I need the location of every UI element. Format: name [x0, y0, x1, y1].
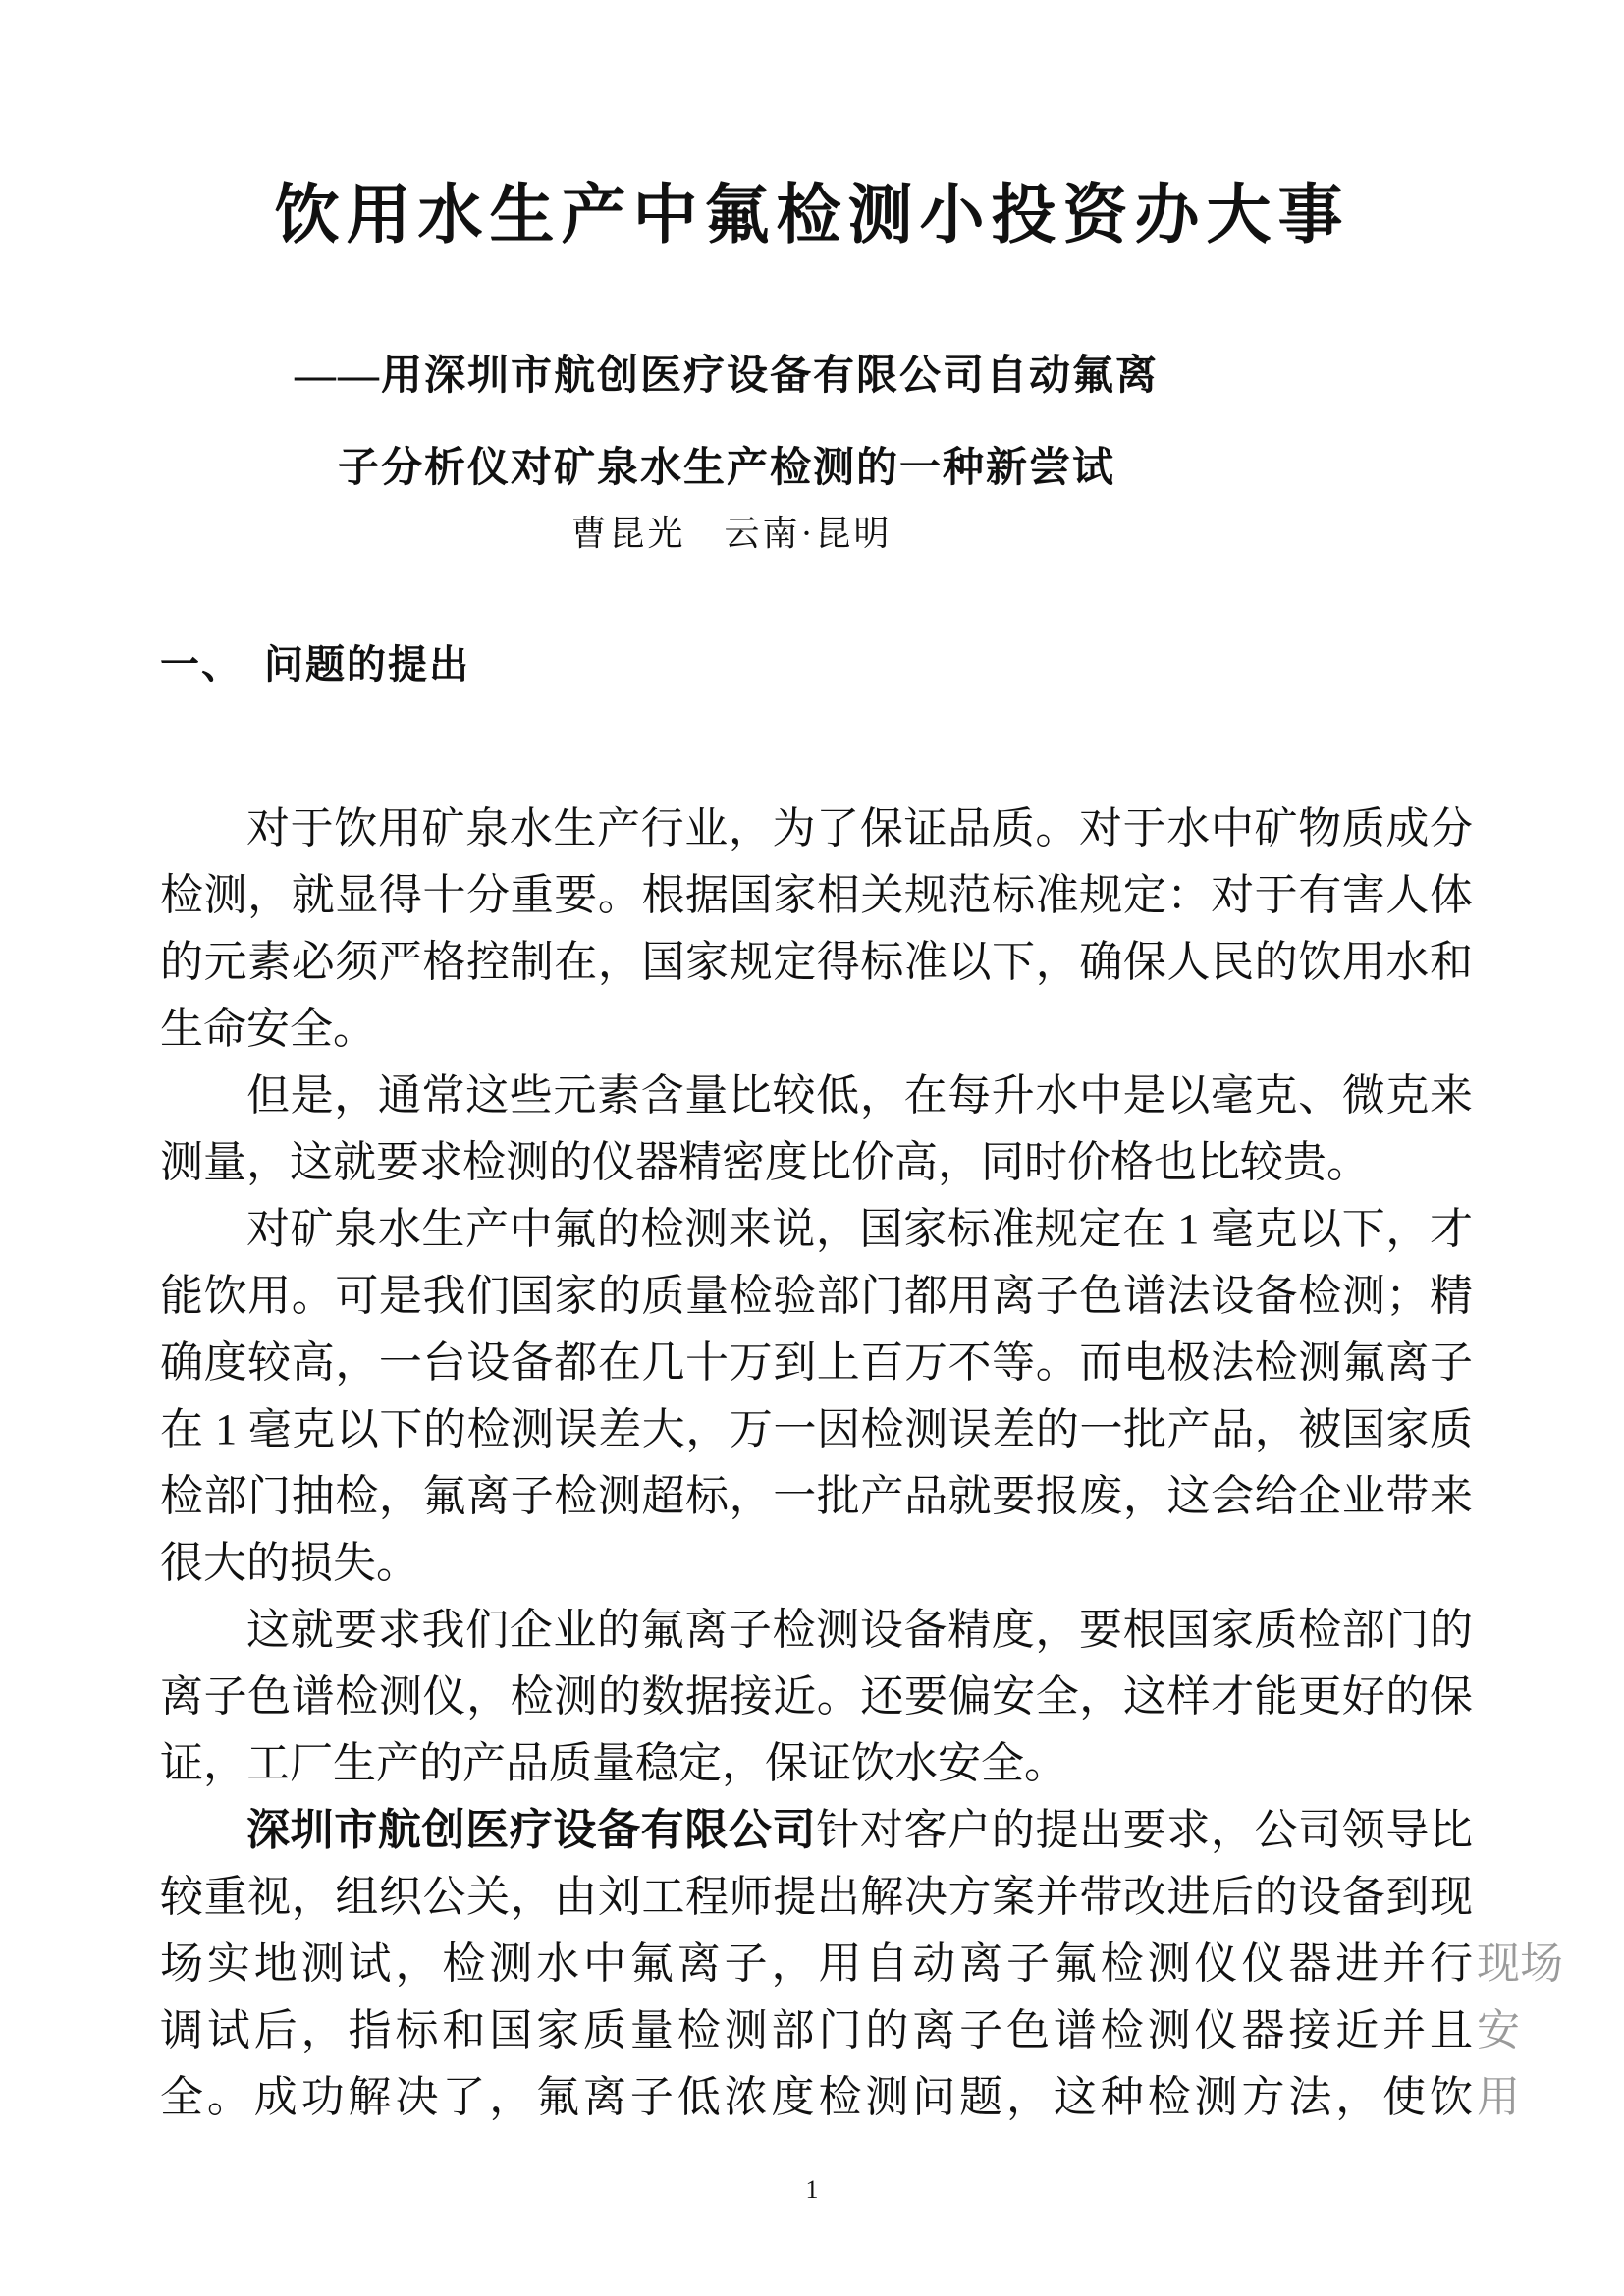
text-segment: 对于饮用矿泉水生产行业，为了保证品质。对于水中矿物质成分: [246, 804, 1473, 852]
section-heading: 一、 问题的提出: [160, 642, 470, 686]
text-segment: 能饮用。可是我们国家的质量检验部门都用离子色谱法设备检测；精: [160, 1272, 1473, 1320]
body-line: [160, 1530, 1473, 1597]
body-line: [160, 996, 1473, 1063]
paragraph: [160, 1196, 1473, 1597]
text-segment: 全。成功解决了，氟离子低浓度检测问题，这种检测方法，使饮: [160, 2073, 1473, 2121]
clipped-text-fragment: 用: [1477, 2073, 1520, 2121]
body-line: [160, 1864, 1473, 1931]
text-segment: 在 1 毫克以下的检测误差大，万一因检测误差的一批产品，被国家质: [160, 1405, 1473, 1453]
text-segment: 场实地测试，检测水中氟离子，用自动离子氟检测仪仪器进并行: [160, 1940, 1473, 1988]
body-line: [160, 795, 1473, 862]
subtitle-line-2: 子分析仪对矿泉水生产检测的一种新尝试: [337, 446, 1115, 491]
text-segment: 但是，通常这些元素含量比较低，在每升水中是以毫克、微克来: [246, 1071, 1473, 1120]
body-line: [160, 2064, 1520, 2131]
body-line: [160, 1463, 1473, 1530]
author-line: 曹昆光 云南·昆明: [570, 514, 893, 553]
paragraph: [160, 1063, 1473, 1196]
document-subtitle: [0, 330, 1453, 515]
body-line: [160, 1797, 1473, 1864]
text-segment: 这就要求我们企业的氟离子检测设备精度，要根国家质检部门的: [246, 1606, 1473, 1654]
text-segment: 确度较高，一台设备都在几十万到上百万不等。而电极法检测氟离子: [160, 1339, 1473, 1387]
text-segment: 对矿泉水生产中氟的检测来说，国家标准规定在 1 毫克以下，才: [246, 1205, 1473, 1253]
body-line: [160, 1263, 1473, 1330]
body-line: [160, 929, 1473, 996]
body-line: [160, 1997, 1520, 2064]
body-line: [160, 1396, 1473, 1463]
text-segment: 的元素必须严格控制在，国家规定得标准以下，确保人民的饮用水和: [160, 938, 1473, 986]
text-segment: 检部门抽检，氟离子检测超标，一批产品就要报废，这会给企业带来: [160, 1472, 1473, 1520]
body-line: [160, 1664, 1473, 1730]
paragraph: [160, 795, 1473, 1063]
body-line: [160, 1196, 1473, 1263]
text-segment: 证，工厂生产的产品质量稳定，保证饮水安全。: [160, 1739, 1067, 1787]
body-line: [160, 862, 1473, 929]
document-title: 饮用水生产中氟检测小投资办大事: [274, 180, 1350, 251]
text-segment: 调试后，指标和国家质量检测部门的离子色谱检测仪器接近并且: [160, 2006, 1473, 2054]
body-line: [160, 1129, 1473, 1196]
text-segment: 较重视，组织公关，由刘工程师提出解决方案并带改进后的设备到现: [160, 1873, 1473, 1921]
text-segment: 测量，这就要求检测的仪器精密度比价高，同时价格也比较贵。: [160, 1138, 1370, 1186]
document-body: [160, 795, 1563, 2131]
body-line: [160, 1730, 1473, 1797]
paragraph: [160, 1597, 1473, 1797]
paragraph: [160, 1797, 1563, 2131]
body-line: [160, 1597, 1473, 1664]
text-segment: 很大的损失。: [160, 1539, 419, 1587]
subtitle-line-1: ——用深圳市航创医疗设备有限公司自动氟离: [294, 354, 1159, 399]
page-number: 1: [805, 2175, 819, 2204]
body-line: [160, 1063, 1473, 1129]
text-segment: 检测，就显得十分重要。根据国家相关规范标准规定：对于有害人体: [160, 871, 1473, 919]
text-segment: 深圳市航创医疗设备有限公司: [246, 1806, 817, 1854]
text-segment: 针对客户的提出要求，公司领导比: [816, 1806, 1474, 1854]
body-line: [160, 1330, 1473, 1396]
body-line: [160, 1931, 1563, 1997]
clipped-text-fragment: 现场: [1477, 1940, 1563, 1988]
text-segment: 离子色谱检测仪，检测的数据接近。还要偏安全，这样才能更好的保: [160, 1672, 1473, 1721]
text-segment: 生命安全。: [160, 1005, 376, 1053]
clipped-text-fragment: 安: [1477, 2006, 1520, 2054]
